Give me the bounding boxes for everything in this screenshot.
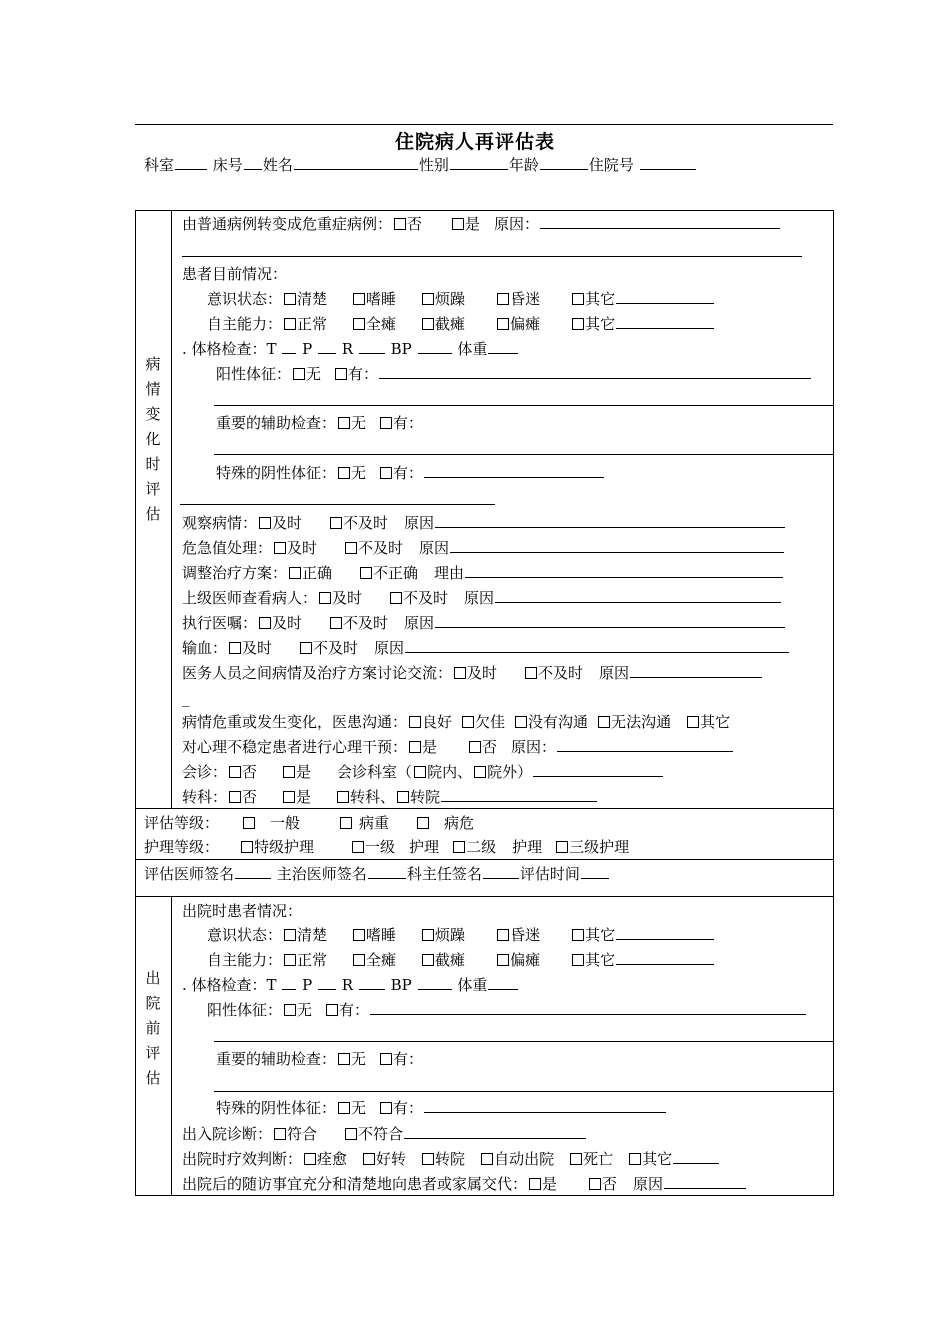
row-divider-1 (135, 808, 834, 809)
neg-has-checkbox[interactable] (380, 1102, 392, 1114)
age-field[interactable] (540, 155, 588, 170)
pos-has-checkbox[interactable] (335, 368, 347, 380)
c-opt-checkbox[interactable] (422, 293, 434, 305)
mismatch-checkbox[interactable] (345, 1128, 357, 1140)
pos-signs-line2 (214, 405, 834, 406)
transfer-dept-checkbox[interactable] (337, 791, 349, 803)
reason-field[interactable] (405, 638, 789, 653)
timely-checkbox[interactable] (319, 592, 331, 604)
age-label: 年龄 (508, 156, 539, 174)
director-field[interactable] (483, 864, 519, 879)
care-grade-row: 护理等级： 特级护理 一级 护理 二级 护理 三级护理 (144, 838, 630, 856)
resp-field[interactable] (359, 975, 385, 990)
dept-field[interactable] (175, 155, 207, 170)
pulse-field[interactable] (318, 975, 336, 990)
c-opt-checkbox[interactable] (284, 929, 296, 941)
sex-field[interactable] (450, 155, 508, 170)
exam-row: . 体格检查：T P R BP 体重 (182, 339, 519, 359)
d-aux-line (214, 1091, 834, 1092)
reason-field[interactable] (630, 663, 762, 678)
outcome-checkbox[interactable] (570, 1153, 582, 1165)
psych-yes-checkbox[interactable] (409, 741, 421, 753)
pos-none-checkbox[interactable] (293, 368, 305, 380)
temp-field[interactable] (282, 975, 296, 990)
diagnosis-row: 出入院诊断： 符合 不符合 (182, 1124, 587, 1144)
temp-field[interactable] (282, 339, 296, 354)
neg-signs-field[interactable] (424, 463, 604, 478)
rationale-field[interactable] (465, 563, 783, 578)
c-opt-checkbox[interactable] (353, 293, 365, 305)
convert-yes-checkbox[interactable] (452, 218, 464, 230)
diagnosis-field[interactable] (404, 1124, 586, 1139)
reason-field[interactable] (450, 538, 784, 553)
dept-label: 科室 (144, 156, 175, 174)
observe-row: 观察病情： 及时 不及时 原因 (182, 513, 786, 533)
d-aux-row: 重要的辅助检查： 无 有： (216, 1050, 424, 1068)
transfer-row: 转科： 否 是 转科、 转院 (182, 787, 598, 807)
aux-row: 重要的辅助检查： 无 有： (216, 414, 424, 432)
convert-reason-line2 (182, 256, 802, 257)
transfer-yes-checkbox[interactable] (283, 791, 295, 803)
row-divider-3 (135, 896, 834, 897)
change-col-divider (171, 210, 172, 808)
c-other-field[interactable] (616, 925, 714, 940)
weight-field[interactable] (488, 975, 518, 990)
outcome-checkbox[interactable] (629, 1153, 641, 1165)
transfusion-row: 输血： 及时 不及时 原因 (182, 638, 790, 658)
s-other-field[interactable] (616, 314, 714, 329)
bed-label: 床号 (212, 156, 243, 174)
admission-no-field[interactable] (640, 155, 696, 170)
s-opt-checkbox[interactable] (572, 954, 584, 966)
neg-none-checkbox[interactable] (338, 467, 350, 479)
inner-checkbox[interactable] (414, 766, 426, 778)
grade-checkbox[interactable] (243, 817, 255, 829)
neg-has-checkbox[interactable] (380, 467, 392, 479)
c-other-field[interactable] (616, 289, 714, 304)
s-opt-checkbox[interactable] (422, 318, 434, 330)
timely-checkbox[interactable] (259, 617, 271, 629)
not-timely-checkbox[interactable] (345, 542, 357, 554)
form-title: 住院病人再评估表 (394, 131, 555, 153)
outer-checkbox[interactable] (474, 766, 486, 778)
s-opt-checkbox[interactable] (353, 954, 365, 966)
discharge-section-label: 出 院 前 评 估 (145, 969, 161, 1087)
incorrect-checkbox[interactable] (360, 567, 372, 579)
convert-row: 由普通病例转变成危重症病例： 否 是 原因： (182, 214, 781, 234)
grade-checkbox[interactable] (340, 817, 352, 829)
name-field[interactable] (294, 155, 418, 170)
s-opt-checkbox[interactable] (497, 954, 509, 966)
care-checkbox[interactable] (556, 841, 568, 853)
senior-row: 上级医师查看病人： 及时 不及时 原因 (182, 588, 782, 608)
signature-row: 评估医师签名 主治医师签名 科主任签名 评估时间 (144, 864, 610, 884)
current-status-heading: 患者目前情况： (182, 265, 288, 283)
discuss-dash: _ (182, 689, 190, 707)
orders-row: 执行医嘱： 及时 不及时 原因 (182, 613, 786, 633)
eval-grade-row: 评估等级： 一般 病重 病危 (144, 814, 475, 832)
followup-yes-checkbox[interactable] (529, 1178, 541, 1190)
s-other-field[interactable] (616, 950, 714, 965)
c-opt-checkbox[interactable] (284, 293, 296, 305)
c-opt-checkbox[interactable] (422, 929, 434, 941)
timely-checkbox[interactable] (229, 642, 241, 654)
consciousness-row: 意识状态： 清楚 嗜睡 烦躁 昏迷 其它 (207, 289, 715, 309)
c-opt-checkbox[interactable] (353, 929, 365, 941)
timely-checkbox[interactable] (454, 667, 466, 679)
consult-yes-checkbox[interactable] (283, 766, 295, 778)
bp-field[interactable] (418, 339, 452, 354)
s-opt-checkbox[interactable] (572, 318, 584, 330)
followup-row: 出院后的随访事宜充分和清楚地向患者或家属交代： 是 否 原因 (182, 1174, 747, 1194)
eval-doc-field[interactable] (235, 864, 271, 879)
followup-no-checkbox[interactable] (589, 1178, 601, 1190)
aux-has-checkbox[interactable] (380, 417, 392, 429)
s-opt-checkbox[interactable] (497, 318, 509, 330)
d-exam-row: . 体格检查：T P R BP 体重 (182, 975, 519, 995)
bp-field[interactable] (418, 975, 452, 990)
neg-none-checkbox[interactable] (338, 1102, 350, 1114)
name-label: 姓名 (262, 156, 293, 174)
pos-signs-row: 阳性体征： 无 有： (216, 364, 812, 384)
d-neg-signs-row: 特殊的阴性体征： 无 有： (216, 1098, 667, 1118)
outcome-checkbox[interactable] (304, 1153, 316, 1165)
outcome-checkbox[interactable] (481, 1153, 493, 1165)
consult-no-checkbox[interactable] (229, 766, 241, 778)
outcome-checkbox[interactable] (422, 1153, 434, 1165)
row-divider-2 (135, 859, 834, 860)
change-section-label: 病 情 变 化 时 评 估 (145, 355, 161, 523)
match-checkbox[interactable] (274, 1128, 286, 1140)
followup-reason-field[interactable] (664, 1174, 746, 1189)
s-opt-checkbox[interactable] (422, 954, 434, 966)
aux-has-checkbox[interactable] (380, 1053, 392, 1065)
top-rule (135, 124, 833, 125)
eval-time-field[interactable] (581, 864, 609, 879)
not-timely-checkbox[interactable] (330, 617, 342, 629)
critical-row: 危急值处理： 及时 不及时 原因 (182, 538, 785, 558)
bed-field[interactable] (244, 155, 262, 170)
psych-reason-field[interactable] (557, 737, 733, 752)
comm-checkbox[interactable] (687, 716, 699, 728)
reason-field[interactable] (495, 588, 781, 603)
consult-dept-field[interactable] (533, 762, 663, 777)
pos-signs-field[interactable] (379, 364, 811, 379)
convert-no-checkbox[interactable] (394, 218, 406, 230)
discharge-status-heading: 出院时患者情况： (182, 902, 303, 920)
neg-signs-line2 (180, 504, 495, 505)
not-timely-checkbox[interactable] (330, 517, 342, 529)
reason-field[interactable] (435, 513, 785, 528)
d-self-care-row: 自主能力： 正常 全瘫 截瘫 偏瘫 其它 (207, 950, 715, 970)
neg-signs-field[interactable] (424, 1098, 666, 1113)
s-opt-checkbox[interactable] (284, 954, 296, 966)
not-timely-checkbox[interactable] (300, 642, 312, 654)
d-pos-signs-line2 (214, 1041, 834, 1042)
transfer-no-checkbox[interactable] (229, 791, 241, 803)
pulse-field[interactable] (318, 339, 336, 354)
c-opt-checkbox[interactable] (572, 929, 584, 941)
attending-field[interactable] (368, 864, 406, 879)
d-consciousness-row: 意识状态： 清楚 嗜睡 烦躁 昏迷 其它 (207, 925, 715, 945)
discharge-col-divider (171, 896, 172, 1196)
transfer-hosp-checkbox[interactable] (397, 791, 409, 803)
patient-info-row (144, 154, 697, 175)
c-opt-checkbox[interactable] (497, 293, 509, 305)
outcome-checkbox[interactable] (363, 1153, 375, 1165)
outcome-row: 出院时疗效判断： 痊愈 好转 转院 自动出院 死亡 其它 (182, 1149, 720, 1169)
neg-signs-row: 特殊的阴性体征： 无 有： (216, 463, 605, 483)
not-timely-checkbox[interactable] (390, 592, 402, 604)
communicate-row: 病情危重或发生变化，医患沟通： 良好 欠佳 没有沟通 无法沟通 其它 (182, 713, 731, 731)
pos-signs-field[interactable] (370, 1000, 806, 1015)
outcome-other-field[interactable] (673, 1149, 719, 1164)
transfer-field[interactable] (441, 787, 597, 802)
c-opt-checkbox[interactable] (497, 929, 509, 941)
comm-checkbox[interactable] (515, 716, 527, 728)
aux-line (214, 454, 834, 455)
s-opt-checkbox[interactable] (353, 318, 365, 330)
c-opt-checkbox[interactable] (572, 293, 584, 305)
aux-none-checkbox[interactable] (338, 417, 350, 429)
comm-checkbox[interactable] (409, 716, 421, 728)
s-opt-checkbox[interactable] (284, 318, 296, 330)
aux-none-checkbox[interactable] (338, 1053, 350, 1065)
grade-checkbox[interactable] (417, 817, 429, 829)
pos-has-checkbox[interactable] (326, 1004, 338, 1016)
self-care-row: 自主能力： 正常 全瘫 截瘫 偏瘫 其它 (207, 314, 715, 334)
comm-checkbox[interactable] (462, 716, 474, 728)
sex-label: 性别 (418, 156, 449, 174)
psych-no-checkbox[interactable] (469, 741, 481, 753)
d-pos-signs-row: 阳性体征： 无 有： (207, 1000, 807, 1020)
care-checkbox[interactable] (453, 841, 465, 853)
adjust-row: 调整治疗方案： 正确 不正确 理由 (182, 563, 784, 583)
psych-row: 对心理不稳定患者进行心理干预： 是 否 原因： (182, 737, 734, 757)
timely-checkbox[interactable] (274, 542, 286, 554)
comm-checkbox[interactable] (598, 716, 610, 728)
not-timely-checkbox[interactable] (525, 667, 537, 679)
correct-checkbox[interactable] (289, 567, 301, 579)
discuss-row: 医务人员之间病情及治疗方案讨论交流： 及时 不及时 原因 (182, 663, 763, 683)
weight-field[interactable] (488, 339, 518, 354)
timely-checkbox[interactable] (259, 517, 271, 529)
admission-no-label: 住院号 (588, 156, 634, 174)
consult-row: 会诊： 否 是 会诊科室（ 院内、 院外） (182, 762, 664, 782)
convert-reason-field[interactable] (540, 214, 780, 229)
care-checkbox[interactable] (241, 841, 253, 853)
care-checkbox[interactable] (352, 841, 364, 853)
resp-field[interactable] (359, 339, 385, 354)
reason-field[interactable] (435, 613, 785, 628)
pos-none-checkbox[interactable] (284, 1004, 296, 1016)
